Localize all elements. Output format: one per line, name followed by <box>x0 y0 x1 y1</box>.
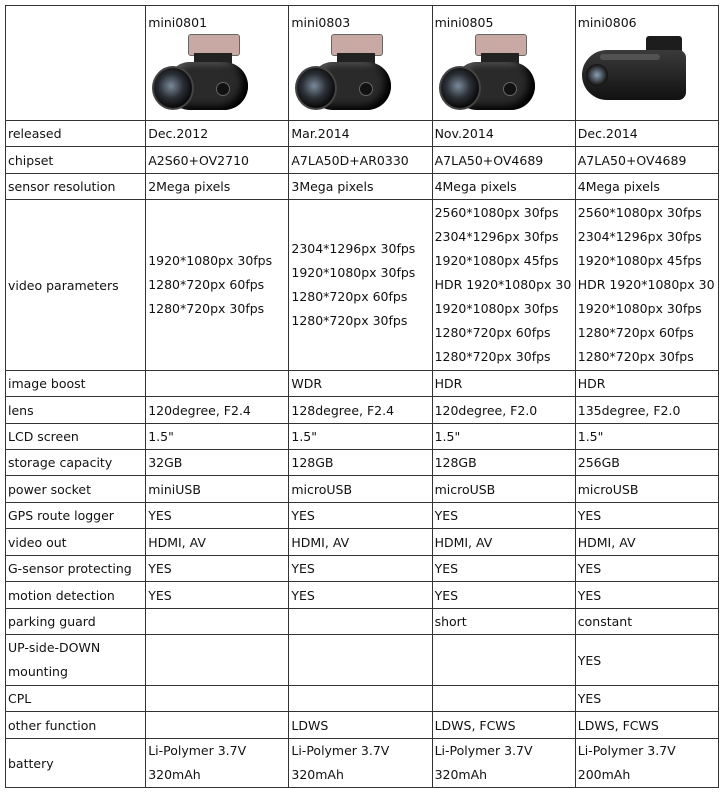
table-row <box>6 582 719 609</box>
table-row <box>6 529 719 556</box>
model-name: mini0805 <box>434 14 494 30</box>
cell-line: Li-Polymer 3.7V <box>577 743 676 758</box>
cell-line: 2304*1296px 30fps <box>291 241 416 256</box>
cell-mini0803: microUSB <box>289 476 432 503</box>
cell-mini0801: 2Mega pixels <box>146 174 289 200</box>
cell-mini0806: HDMI, AV <box>575 529 718 556</box>
cell-line: HDR 1920*1080px 30 <box>577 277 715 292</box>
cell-line: 1920*1080px 45fps <box>577 253 702 268</box>
table-row <box>6 200 719 371</box>
cell-mini0805: YES <box>432 503 575 529</box>
cell-mini0801 <box>146 686 289 712</box>
table-row <box>6 174 719 200</box>
model-header-mini0805 <box>432 6 575 121</box>
row-label: power socket <box>6 476 146 503</box>
cell-mini0806: LDWS, FCWS <box>575 712 718 739</box>
row-label: GPS route logger <box>6 503 146 529</box>
spec-comparison-table <box>5 5 719 788</box>
cell-mini0805: LDWS, FCWS <box>432 712 575 739</box>
cell-line: Li-Polymer 3.7V <box>291 743 390 758</box>
model-name: mini0803 <box>291 14 351 30</box>
row-label: image boost <box>6 371 146 397</box>
cell-mini0805: HDR <box>432 371 575 397</box>
cell-line: 1920*1080px 30fps <box>577 301 702 316</box>
cell-mini0801 <box>146 609 289 635</box>
cell-mini0805 <box>432 200 575 371</box>
row-label: lens <box>6 397 146 424</box>
cell-mini0801 <box>146 371 289 397</box>
cell-mini0803: Mar.2014 <box>289 121 432 147</box>
cell-mini0803: YES <box>289 556 432 582</box>
cell-line: 2304*1296px 30fps <box>577 229 702 244</box>
cell-mini0806: YES <box>575 503 718 529</box>
cell-line: 1280*720px 30fps <box>148 301 265 316</box>
cell-mini0806: A7LA50+OV4689 <box>575 147 718 174</box>
cell-mini0801: miniUSB <box>146 476 289 503</box>
cell-line: 320mAh <box>291 767 344 782</box>
cell-line: Li-Polymer 3.7V <box>148 743 247 758</box>
cell-mini0801: 120degree, F2.4 <box>146 397 289 424</box>
cell-line: 2560*1080px 30fps <box>577 205 702 220</box>
table-row <box>6 635 719 686</box>
cell-mini0803 <box>289 686 432 712</box>
table-row <box>6 450 719 476</box>
cell-mini0805: 1.5" <box>432 424 575 450</box>
cell-line: 200mAh <box>577 767 631 782</box>
row-label-line: UP-side-DOWN <box>8 640 101 655</box>
cell-mini0806: 1.5" <box>575 424 718 450</box>
dashcam-image <box>150 34 250 114</box>
cell-mini0803: LDWS <box>289 712 432 739</box>
cell-line: HDR 1920*1080px 30 <box>434 277 572 292</box>
table-row <box>6 397 719 424</box>
table-row <box>6 371 719 397</box>
row-label: parking guard <box>6 609 146 635</box>
row-label: video out <box>6 529 146 556</box>
cell-mini0805: Nov.2014 <box>432 121 575 147</box>
cell-mini0801: YES <box>146 556 289 582</box>
table-row <box>6 503 719 529</box>
model-name: mini0801 <box>148 14 208 30</box>
cell-line: 1280*720px 60fps <box>434 325 551 340</box>
row-label: chipset <box>6 147 146 174</box>
cell-line: 1280*720px 30fps <box>577 349 694 364</box>
cell-mini0806: constant <box>575 609 718 635</box>
model-name: mini0806 <box>577 14 637 30</box>
table-row <box>6 739 719 788</box>
cell-mini0803: 3Mega pixels <box>289 174 432 200</box>
cell-mini0801 <box>146 712 289 739</box>
cell-mini0806: 256GB <box>575 450 718 476</box>
cell-mini0805: YES <box>432 582 575 609</box>
cell-mini0801: YES <box>146 582 289 609</box>
cell-line: 2304*1296px 30fps <box>434 229 559 244</box>
cell-mini0803: HDMI, AV <box>289 529 432 556</box>
cell-line: Li-Polymer 3.7V <box>434 743 533 758</box>
cell-mini0806: YES <box>575 556 718 582</box>
cell-mini0805 <box>432 686 575 712</box>
cell-line: 1280*720px 30fps <box>291 313 408 328</box>
cell-mini0803: YES <box>289 582 432 609</box>
cell-line: 320mAh <box>148 767 201 782</box>
cell-mini0801: 1.5" <box>146 424 289 450</box>
table-row <box>6 556 719 582</box>
cell-mini0801: A2S60+OV2710 <box>146 147 289 174</box>
cell-mini0805: HDMI, AV <box>432 529 575 556</box>
cell-mini0805 <box>432 635 575 686</box>
model-header-mini0803 <box>289 6 432 121</box>
table-row <box>6 476 719 503</box>
cell-line: 1280*720px 60fps <box>291 289 408 304</box>
cell-mini0803 <box>289 200 432 371</box>
cell-mini0803 <box>289 635 432 686</box>
cell-line: 1920*1080px 45fps <box>434 253 559 268</box>
row-label: LCD screen <box>6 424 146 450</box>
cell-mini0806: microUSB <box>575 476 718 503</box>
cell-mini0805: microUSB <box>432 476 575 503</box>
cell-mini0801 <box>146 739 289 788</box>
cell-mini0806 <box>575 739 718 788</box>
cell-mini0803: A7LA50D+AR0330 <box>289 147 432 174</box>
cell-mini0806: Dec.2014 <box>575 121 718 147</box>
cell-mini0801 <box>146 635 289 686</box>
cell-mini0801: YES <box>146 503 289 529</box>
cell-mini0803: WDR <box>289 371 432 397</box>
cell-mini0803 <box>289 739 432 788</box>
cell-mini0806: HDR <box>575 371 718 397</box>
cell-mini0803: 1.5" <box>289 424 432 450</box>
corner-cell <box>6 6 146 121</box>
cell-line: 2560*1080px 30fps <box>434 205 559 220</box>
cell-mini0806: YES <box>575 635 718 686</box>
cell-mini0806 <box>575 200 718 371</box>
row-label: CPL <box>6 686 146 712</box>
cell-mini0803: YES <box>289 503 432 529</box>
row-label: video parameters <box>6 200 146 371</box>
cell-line: 1920*1080px 30fps <box>434 301 559 316</box>
row-label: G-sensor protecting <box>6 556 146 582</box>
cell-line: 320mAh <box>434 767 488 782</box>
cell-mini0803 <box>289 609 432 635</box>
model-header-mini0801 <box>146 6 289 121</box>
cell-mini0805 <box>432 739 575 788</box>
cell-mini0801: HDMI, AV <box>146 529 289 556</box>
table-row <box>6 609 719 635</box>
header-row <box>6 6 719 121</box>
cell-mini0805: 4Mega pixels <box>432 174 575 200</box>
table-row <box>6 424 719 450</box>
cell-mini0805: 120degree, F2.0 <box>432 397 575 424</box>
table-row <box>6 712 719 739</box>
row-label: other function <box>6 712 146 739</box>
cell-mini0801: Dec.2012 <box>146 121 289 147</box>
cell-line: 1280*720px 60fps <box>148 277 265 292</box>
cell-line: 1280*720px 30fps <box>434 349 551 364</box>
cell-mini0806: YES <box>575 686 718 712</box>
row-label: sensor resolution <box>6 174 146 200</box>
dashcam-image <box>580 34 690 114</box>
cell-mini0805: YES <box>432 556 575 582</box>
row-label-line: mounting <box>8 664 68 679</box>
cell-mini0803: 128degree, F2.4 <box>289 397 432 424</box>
cell-mini0801: 32GB <box>146 450 289 476</box>
cell-line: 1920*1080px 30fps <box>291 265 416 280</box>
cell-line: 1280*720px 60fps <box>577 325 694 340</box>
model-header-mini0806 <box>575 6 718 121</box>
dashcam-image <box>437 34 537 114</box>
cell-mini0805: 128GB <box>432 450 575 476</box>
cell-mini0801 <box>146 200 289 371</box>
cell-mini0806: YES <box>575 582 718 609</box>
row-label: motion detection <box>6 582 146 609</box>
table-row <box>6 686 719 712</box>
row-label <box>6 635 146 686</box>
cell-mini0805: A7LA50+OV4689 <box>432 147 575 174</box>
cell-mini0803: 128GB <box>289 450 432 476</box>
cell-mini0805: short <box>432 609 575 635</box>
dashcam-image <box>293 34 393 114</box>
cell-line: 1920*1080px 30fps <box>148 253 273 268</box>
row-label: released <box>6 121 146 147</box>
table-row <box>6 121 719 147</box>
cell-mini0806: 4Mega pixels <box>575 174 718 200</box>
row-label: battery <box>6 739 146 788</box>
table-row <box>6 147 719 174</box>
cell-mini0806: 135degree, F2.0 <box>575 397 718 424</box>
row-label: storage capacity <box>6 450 146 476</box>
